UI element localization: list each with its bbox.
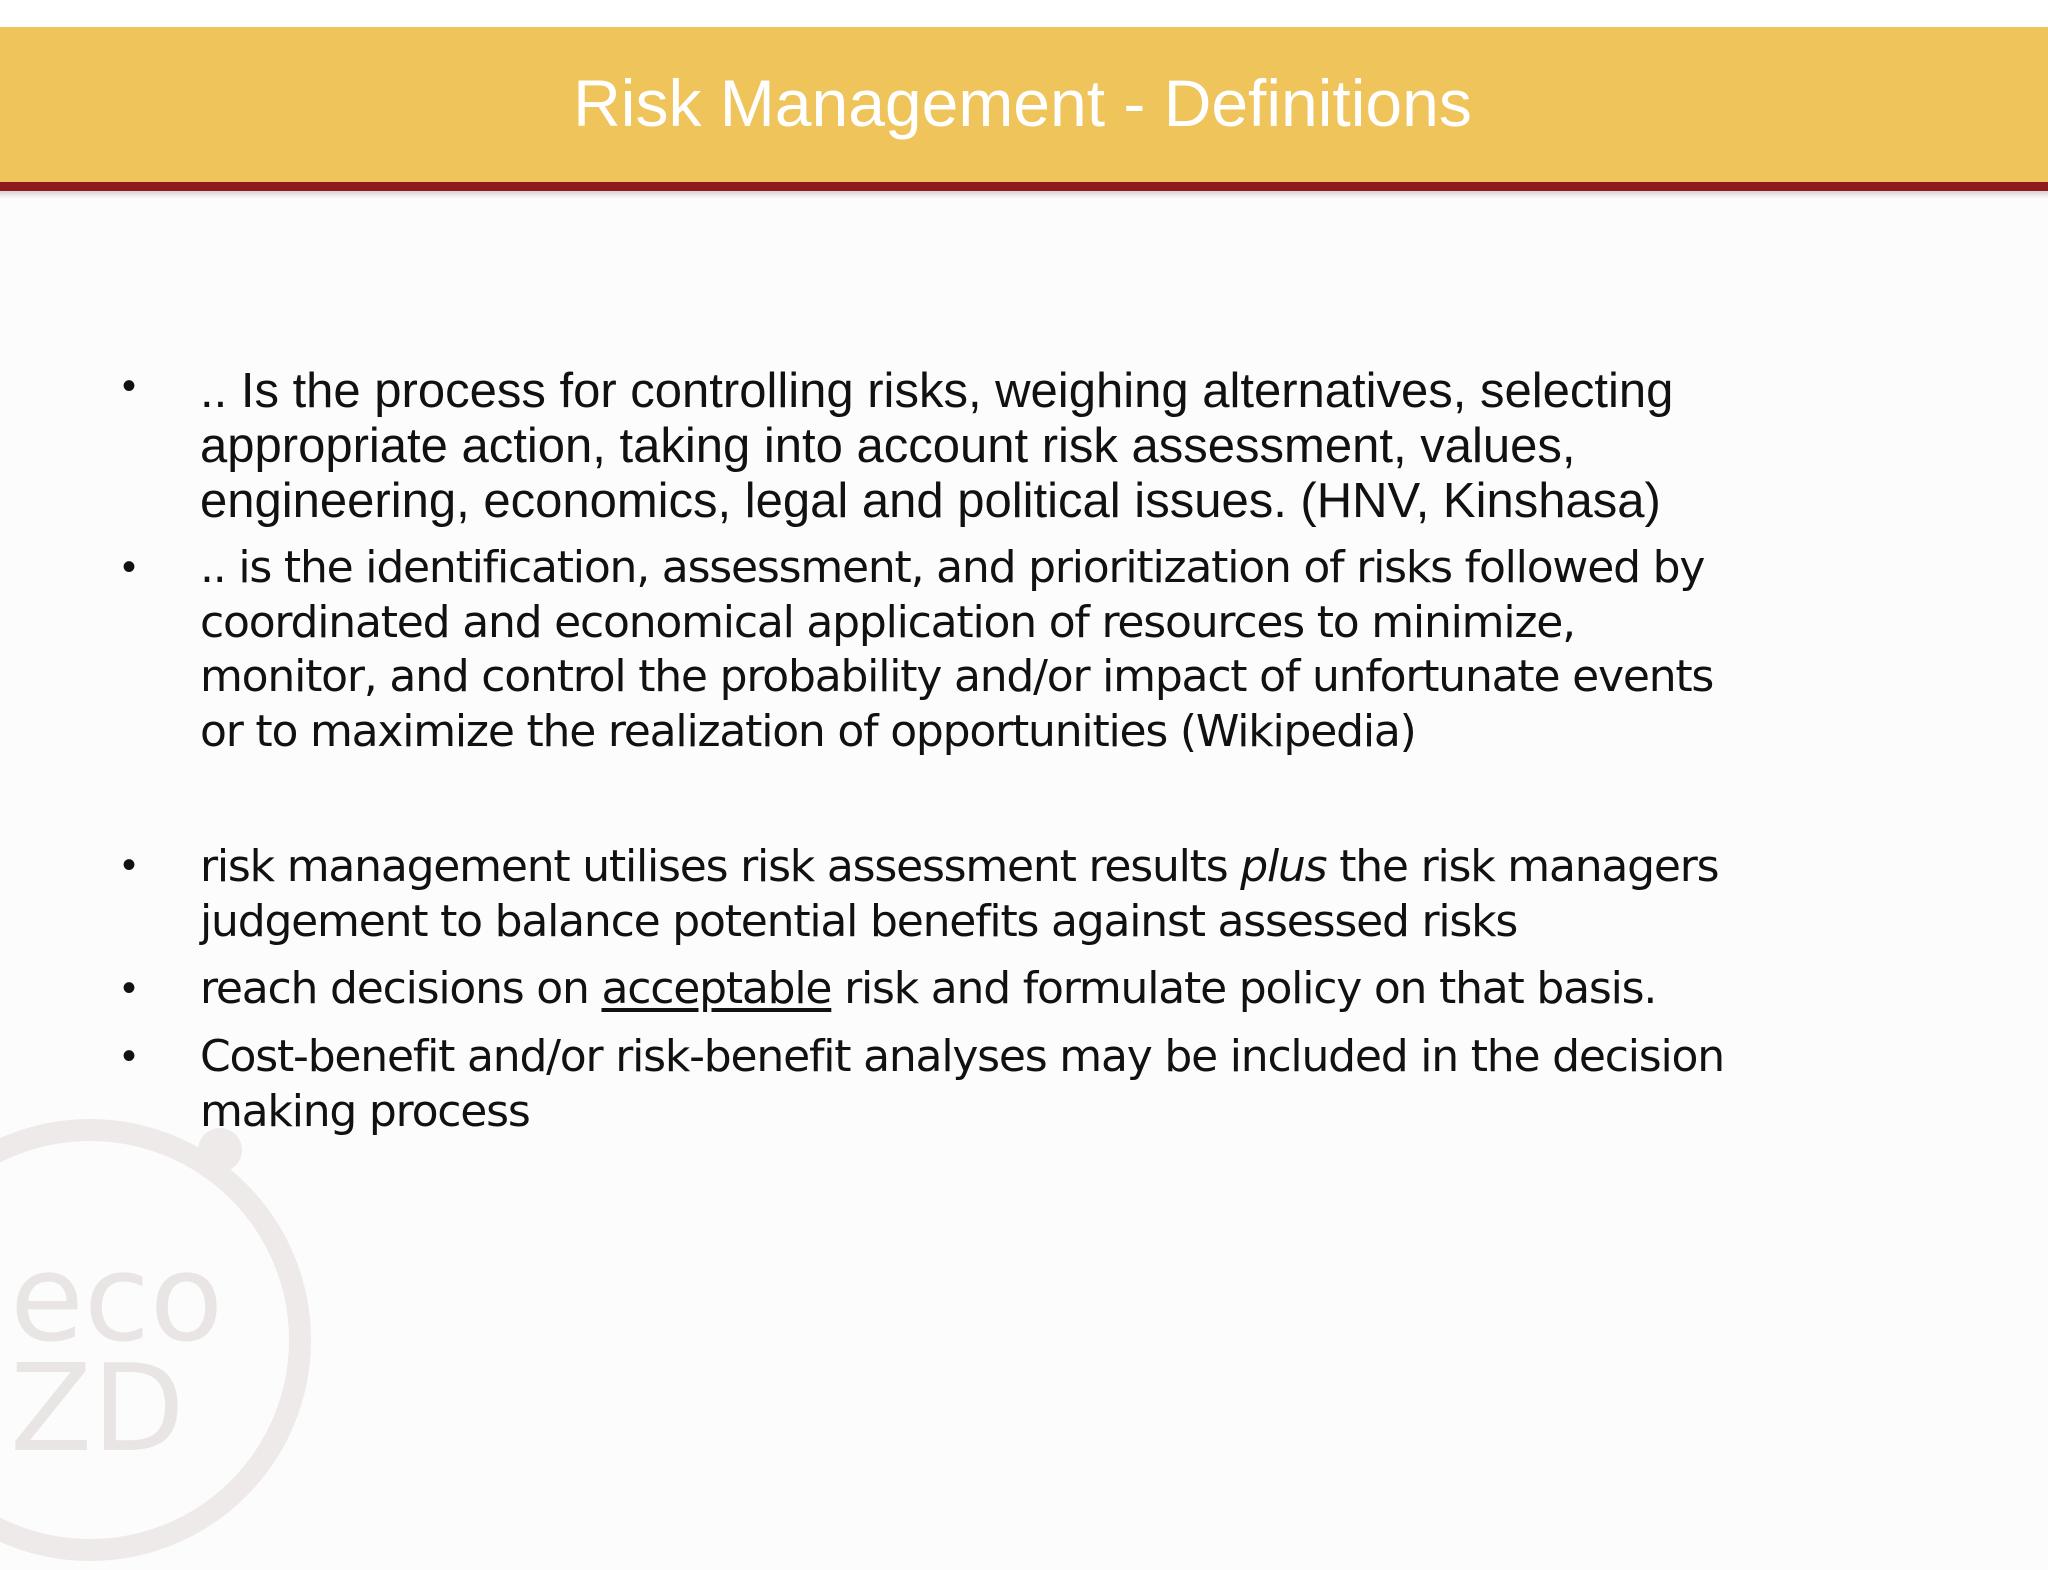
bullet-marker: •: [122, 1034, 137, 1078]
bullet-text-after: risk and formulate policy on that basis.: [831, 963, 1657, 1014]
bullet-text: [200, 962, 1920, 1017]
bullet-text: .. Is the process for controlling risks, weighing alternatives, selecting appropriate action, taking into account risk assessment, values, engineering, economics, legal and political issues. (HNV, Kinshasa): [200, 364, 1674, 528]
ecozd-logo-watermark: [0, 1110, 320, 1570]
bullet-marker: •: [122, 364, 137, 408]
slide-top-strip: [0, 0, 2048, 27]
bullet-marker: •: [122, 545, 137, 589]
bullet-text-before: risk management utilises risk assessment results: [200, 841, 1241, 892]
title-accent-line: [0, 182, 2048, 191]
bullet-text-underlined: acceptable: [601, 963, 832, 1014]
title-accent-shadow: [0, 191, 2048, 199]
bullet-text-before: reach decisions on: [200, 963, 602, 1014]
bullet-text-emphasis: plus: [1240, 841, 1327, 892]
bullet-text: .. is the identification, assessment, and prioritization of risks followed by coordinated and economical application of resources to minimize, monitor, and control the probability and/or impact of unfortunate events or to maximize the realization of opportunities (Wikipedia): [200, 542, 1714, 757]
slide-title: Risk Management - Definitions: [573, 66, 1472, 140]
watermark-text-zd: ZD: [10, 1340, 185, 1479]
bullet-marker: •: [122, 966, 137, 1010]
bullet-text: [200, 840, 1920, 949]
bullet-marker: •: [122, 843, 137, 887]
bullet-text-after: the risk managers judgement to balance potential benefits against assessed risks: [200, 841, 1719, 947]
bullet-text: Cost-benefit and/or risk-benefit analyses may be included in the decision making process: [200, 1031, 1724, 1137]
title-bar: [0, 27, 2048, 182]
watermark-text-eco: eco: [10, 1230, 224, 1369]
